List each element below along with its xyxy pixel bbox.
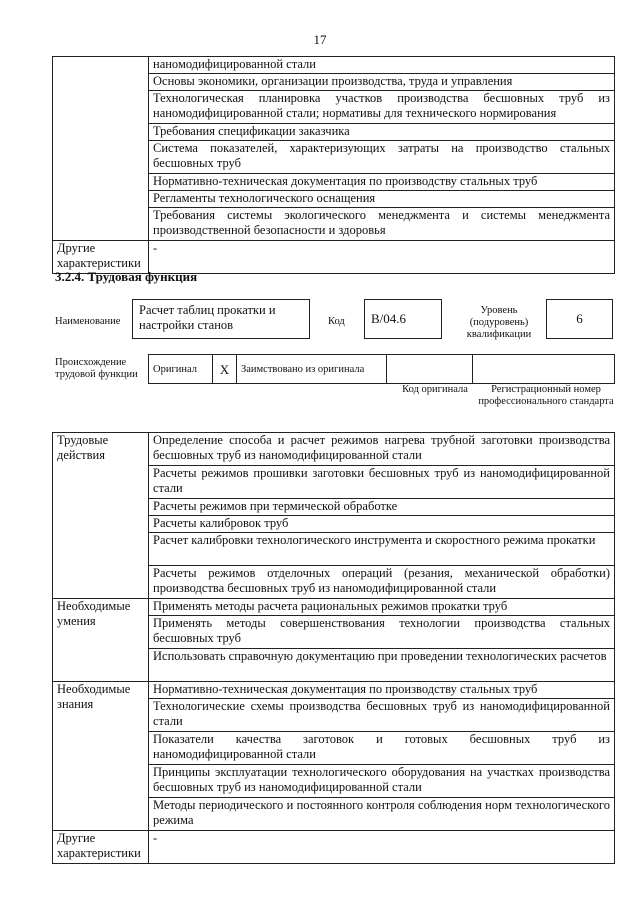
table-row: наномодифицированной стали xyxy=(149,57,615,74)
table-row: Определение способа и расчет режимов нагрева трубной заготовки производства бесшовных труб из наномодифицированной стали xyxy=(149,433,615,466)
code-original-label: Код оригинала xyxy=(402,384,468,395)
table-row: Расчеты режимов отделочных операций (резания, механической обработки) производства бесшовных труб из наномодифицированной стали xyxy=(149,566,615,599)
knowledge-continuation-table xyxy=(52,56,615,274)
origin-label: Происхождение трудовой функции xyxy=(55,357,138,380)
origin-original-mark: X xyxy=(213,355,237,384)
table-row: Использовать справочную документацию при проведении технологических расчетов xyxy=(149,649,615,682)
name-value-box xyxy=(132,299,310,339)
table-row: Технологическая планировка участков производства бесшовных труб из наномодифицированной стали; нормативы для технического нормирования xyxy=(149,91,615,124)
code-value-box xyxy=(364,299,442,339)
table-row: Технологические схемы производства бесшовных труб из наномодифицированной стали xyxy=(149,699,615,732)
origin-code-cell xyxy=(387,355,473,384)
qualification-level: 6 xyxy=(576,311,583,326)
name-label: Наименование xyxy=(55,316,121,327)
table-row: Регламенты технологического оснащения xyxy=(149,191,615,208)
table-row: Нормативно-техническая документация по производству стальных труб xyxy=(149,174,615,191)
section-title: 3.2.4. Трудовая функция xyxy=(55,269,198,284)
origin-reg-cell xyxy=(473,355,615,384)
function-name: Расчет таблиц прокатки и настройки станов xyxy=(139,303,276,332)
table-row: Принципы эксплуатации технологического оборудования на участках производства бесшовных труб из наномодифицированной стали xyxy=(149,765,615,798)
table-row: Методы периодического и постоянного контроля соблюдения норм технологического режима xyxy=(149,798,615,831)
function-code: B/04.6 xyxy=(371,311,407,326)
table-row: Расчеты режимов прошивки заготовки бесшовных труб из наномодифицированной стали xyxy=(149,466,615,499)
table-row: Расчет калибровки технологического инструмента и скоростного режима прокатки xyxy=(149,533,615,566)
table-row: Система показателей, характеризующих затраты на производство стальных бесшовных труб xyxy=(149,141,615,174)
table-row: Применять методы расчета рациональных режимов прокатки труб xyxy=(149,599,615,616)
section-label: Необходимые знания xyxy=(53,682,149,831)
section-label: Необходимые умения xyxy=(53,599,149,682)
reg-number-label: Регистрационный номер профессионального стандарта xyxy=(478,384,614,407)
code-label: Код xyxy=(328,316,345,327)
origin-original-label: Оригинал xyxy=(149,355,213,384)
table-row: Расчеты режимов при термической обработке xyxy=(149,499,615,516)
table-label-cell xyxy=(53,57,149,241)
other-characteristics-value: - xyxy=(149,241,615,274)
section-label: Трудовые действия xyxy=(53,433,149,599)
table-row: Показатели качества заготовок и готовых бесшовных труб из наномодифицированной стали xyxy=(149,732,615,765)
labor-function-table xyxy=(52,432,615,864)
other-characteristics-label: Другие характеристики xyxy=(53,241,149,274)
table-row: Требования системы экологического менеджмента и системы менеджмента производственной безопасности и здоровья xyxy=(149,208,615,241)
table-row: Расчеты калибровок труб xyxy=(149,516,615,533)
other-characteristics-label: Другие характеристики xyxy=(53,831,149,864)
table-row: Основы экономики, организации производства, труда и управления xyxy=(149,74,615,91)
level-value-box xyxy=(546,299,613,339)
page-number: 17 xyxy=(313,32,327,47)
table-row: Нормативно-техническая документация по производству стальных труб xyxy=(149,682,615,699)
level-label: Уровень (подуровень) квалификации xyxy=(466,305,532,340)
other-characteristics-value: - xyxy=(149,831,615,864)
table-row: Требования спецификации заказчика xyxy=(149,124,615,141)
origin-table xyxy=(148,354,615,384)
table-row: Применять методы совершенствования технологии производства стальных бесшовных труб xyxy=(149,616,615,649)
origin-borrowed-label: Заимствовано из оригинала xyxy=(237,355,387,384)
